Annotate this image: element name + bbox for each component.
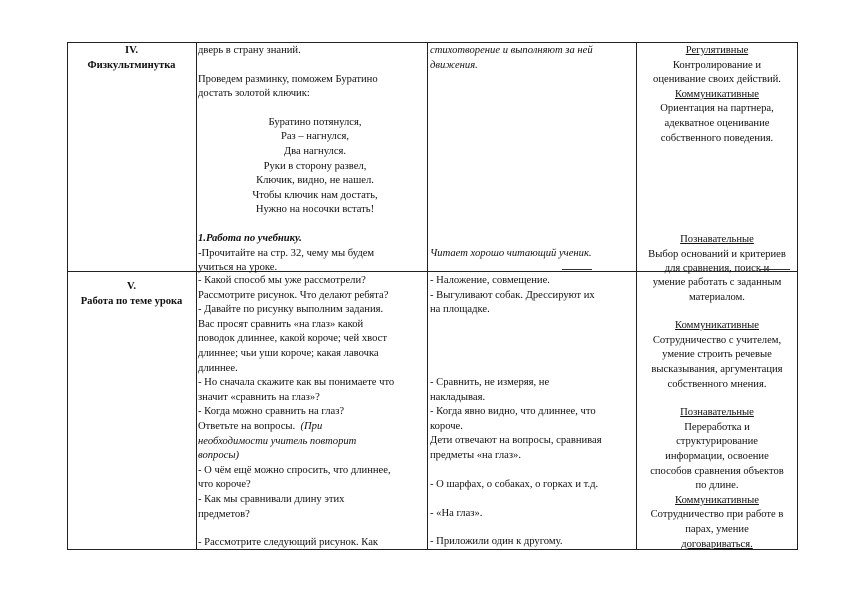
uud-line: Ориентация на партнера, [660, 103, 774, 115]
uud-heading: Познавательные [680, 407, 754, 419]
stage-iv-uud [637, 44, 797, 146]
stage-v-teacher-activity [198, 274, 426, 551]
stage-v-label [68, 280, 195, 309]
stage-iv-uud-cognitive [637, 233, 797, 277]
col-divider-2 [196, 42, 197, 549]
teacher-line: значит «сравнить на глаз»? [198, 391, 320, 403]
stage-v-uud [637, 276, 797, 552]
strike-line [562, 269, 592, 270]
uud-line: собственного поведения. [660, 132, 774, 144]
teacher-line: что короче? [198, 479, 251, 491]
student-line: стихотворение и выполняют за ней [430, 45, 593, 56]
teacher-line: Вас просят сравнить «на глаз» какой [198, 318, 364, 330]
teacher-line: достать золотой ключик: [198, 88, 310, 100]
work-heading: 1.Работа по учебнику. [198, 232, 302, 244]
uud-line: собственного мнения. [667, 378, 767, 390]
student-line: - Выгуливают собак. Дрессируют их [430, 289, 595, 301]
teacher-line: - Какой способ мы уже рассмотрели? [198, 275, 366, 286]
stage-iv-teacher-activity [198, 44, 426, 276]
stage-iv-number: IV. [124, 45, 139, 56]
uud-heading: Регулятивные [685, 45, 749, 56]
student-line: - Когда явно видно, что длиннее, что [430, 406, 596, 418]
teacher-note: (При [300, 420, 323, 432]
teacher-line: длиннее; чьи уши короче; какая лавочка [198, 347, 379, 359]
teacher-line: дверь в страну знаний. [198, 45, 301, 56]
poem-line: Два нагнулся. [283, 145, 347, 157]
uud-line: способов сравнения объектов [650, 465, 784, 477]
uud-line: оценивание своих действий. [653, 74, 781, 86]
teacher-line: Проведем разминку, поможем Буратино [198, 73, 378, 85]
uud-heading: Коммуникативные [675, 88, 759, 100]
uud-line: информации, освоение [665, 450, 769, 462]
table-top-border [67, 42, 798, 43]
teacher-line: длиннее. [198, 362, 238, 374]
uud-line: парах, умение [685, 523, 749, 535]
poem-line: Буратино потянулся, [268, 116, 362, 128]
uud-heading: Коммуникативные [675, 494, 759, 506]
uud-line: Выбор оснований и критериев [648, 248, 786, 260]
teacher-note: необходимости учитель повторит [198, 435, 357, 447]
poem-line: Раз – нагнулся, [280, 131, 350, 143]
poem-line: Нужно на носочки встать! [255, 204, 375, 216]
teacher-line-text: Ответьте на вопросы. [198, 420, 296, 432]
student-line: движения. [430, 59, 478, 71]
col-divider-3 [427, 42, 428, 549]
uud-line: по длине. [695, 480, 739, 492]
uud-line: высказывания, аргументация [651, 363, 783, 375]
teacher-line: учиться на уроке. [198, 262, 278, 274]
uud-heading: Познавательные [680, 234, 754, 245]
uud-line: договариваться. [681, 538, 753, 550]
teacher-line: - Рассмотрите следующий рисунок. Как [198, 537, 379, 549]
teacher-line: -Прочитайте на стр. 32, чему мы будем [198, 247, 375, 259]
uud-line: материалом. [689, 291, 745, 303]
stage-v-title: Работа по теме урока [80, 295, 183, 307]
stage-iv-student-activity [430, 44, 635, 73]
uud-line: умение работать с заданным [652, 277, 782, 288]
student-line: предметы «на глаз». [430, 449, 521, 461]
student-line: Читает хорошо читающий ученик. [430, 248, 592, 259]
uud-line: Сотрудничество с учителем, [652, 334, 782, 346]
stage-v-student-activity [430, 507, 635, 522]
uud-line: Сотрудничество при работе в [650, 509, 784, 521]
stage-v-student-activity [430, 274, 635, 318]
teacher-line [198, 420, 426, 435]
student-line: накладывая. [430, 391, 486, 403]
teacher-line: - Как мы сравнивали длину этих [198, 493, 345, 505]
stage-iv-title: Физкультминутка [87, 59, 176, 71]
stage-v-student-activity [430, 478, 635, 493]
teacher-line: - О чём ещё можно спросить, что длиннее, [198, 464, 391, 476]
teacher-note: вопросы) [198, 450, 240, 462]
poem-line: Руки в сторону развел, [263, 160, 367, 172]
teacher-line: поводок длиннее, какой короче; чей хвост [198, 333, 387, 345]
student-line: - О шарфах, о собаках, о горках и т.д. [430, 479, 599, 490]
student-line: на площадке. [430, 304, 490, 316]
student-line: - Наложение, совмещение. [430, 275, 550, 286]
poem-line: Чтобы ключик нам достать, [252, 189, 378, 201]
student-line: - «На глаз». [430, 508, 483, 519]
teacher-line: - Но сначала скажите как вы понимаете что [198, 377, 395, 389]
uud-line: Контролирование и [672, 59, 762, 71]
student-line: - Сравнить, не измеряя, не [430, 377, 550, 388]
teacher-line: Рассмотрите рисунок. Что делают ребята? [198, 289, 389, 301]
col-divider-5 [797, 42, 798, 549]
uud-line: Переработка и [684, 421, 750, 433]
student-line: - Приложили один к другому. [430, 536, 563, 547]
poem-line: Ключик, видно, не нашел. [256, 175, 374, 187]
uud-heading: Коммуникативные [675, 320, 759, 332]
teacher-line: - Когда можно сравнить на глаз? [198, 406, 345, 418]
student-line: Дети отвечают на вопросы, сравнивая [430, 435, 602, 447]
poem [198, 116, 426, 218]
uud-line: для сравнения, поиск и [664, 263, 770, 275]
teacher-line: - Давайте по рисунку выполним задания. [198, 304, 384, 316]
stage-v-student-activity [430, 376, 635, 464]
uud-line: структурирование [676, 436, 758, 448]
student-line: короче. [430, 420, 463, 432]
stage-v-student-activity [430, 535, 635, 550]
stage-v-number: V. [127, 281, 136, 292]
strike-line [760, 269, 790, 270]
teacher-line: предметов? [198, 508, 250, 520]
stage-iv-student-reading [430, 247, 635, 262]
uud-line: адекватное оценивание [664, 117, 770, 129]
uud-line: умение строить речевые [662, 349, 772, 361]
stage-iv-label [68, 44, 195, 73]
